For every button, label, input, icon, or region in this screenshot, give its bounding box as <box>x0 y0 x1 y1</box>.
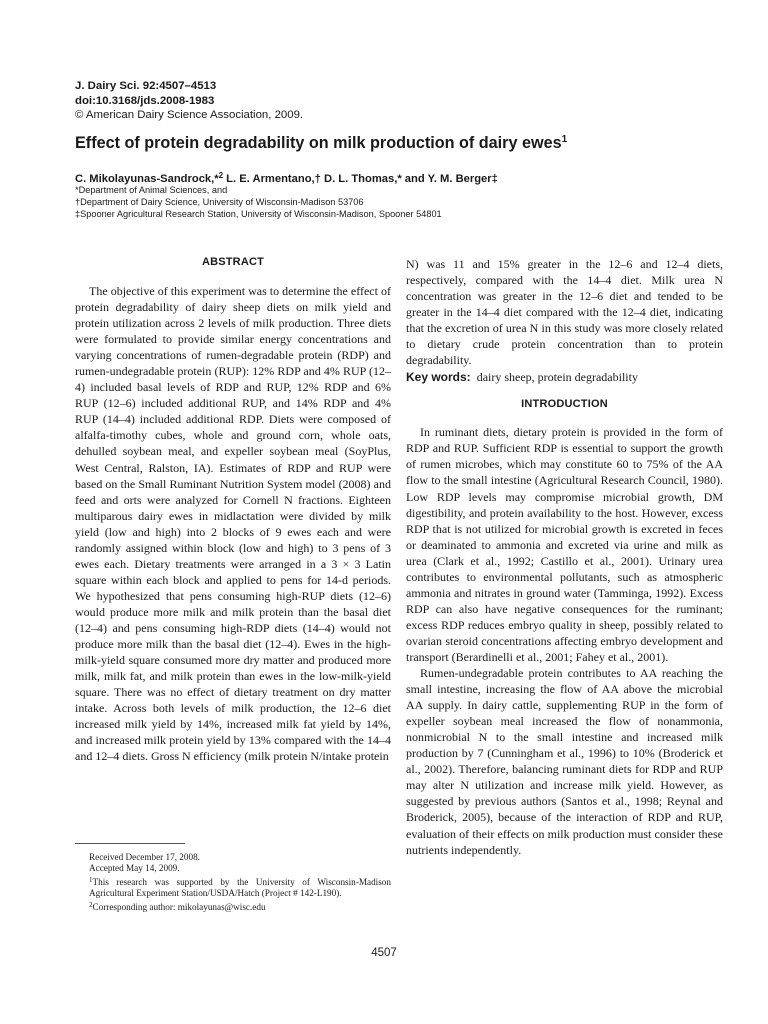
footnote-2-text: Corresponding author: mikolayunas@wisc.edu <box>92 901 266 912</box>
author-others: L. E. Armentano,† D. L. Thomas,* and Y. M. Berger‡ <box>223 173 498 185</box>
journal-citation: J. Dairy Sci. 92:4507–4513 <box>75 80 217 92</box>
title-footnote-mark: 1 <box>561 134 568 145</box>
abstract-text-right: N) was 11 and 15% greater in the 12–6 and 12–4 diets, respectively, compared with the 14–4 diet. Milk urea N concentration was greater in the 12–6 diet and tended to be greater in the 14–4 diet compared with the 12–4 diet, indicating that the excretion of urea N in this study was more closely related to dietary crude protein concentration than to protein degradability. <box>406 257 723 368</box>
footnote-accepted: Accepted May 14, 2009. <box>89 863 180 874</box>
author-footnote-mark: 2 <box>218 171 224 180</box>
footnote-2 <box>75 900 391 913</box>
affiliation-3: ‡Spooner Agricultural Research Station, University of Wisconsin-Madison, Spooner 54801 <box>75 209 442 220</box>
footnote-1-text: This research was supported by the University of Wisconsin-Madison Agricultural Experiment Station/USDA/Hatch (Project # 142-L190). <box>89 876 391 899</box>
keywords-text: dairy sheep, protein degradability <box>476 370 638 385</box>
paper-title-text: Effect of protein degradability on milk production of dairy ewes <box>75 134 562 152</box>
footnote-1 <box>75 875 391 900</box>
footnote-2-mark: 2 <box>89 900 93 909</box>
page-number: 4507 <box>371 947 397 959</box>
abstract-text-left: The objective of this experiment was to determine the effect of protein degradability of dairy sheep diets on milk yield and protein utilization across 2 levels of milk production. Three diets were formulated to provide similar energy concentrations and varying concentrations of rumen-degradable protein (RDP) and rumen-undegradable protein (RUP): 12% RDP and 4% RUP (12–4) included basal levels of RDP and RUP, 12% RDP and 6% RUP (12–6) included additional RUP, and 14% RDP and 4% RUP (14–4) included additional RDP. Diets were composed of alfalfa-timothy cubes, whole and ground corn, whole oats, dehulled soybean meal, and expeller soybean meal (SoyPlus, West Central, Ralston, IA). Estimates of RDP and RUP were based on the Small Ruminant Nutrition System model (2008) and feed and orts were analyzed for Cornell N fractions. Eighteen multiparous dairy ewes in midlactation were divided by milk yield (low and high) into 2 blocks of 9 ewes each and were randomly assigned within block (low and high) to 3 pens of 3 ewes each. Dietary treatments were arranged in a 3 × 3 Latin square within each block and applied to pens for 14-d periods. We hypothesized that pens consuming high-RUP diets (12–6) would produce more milk and milk protein than the basal diet (12–4) and pens consuming high-RDP diets (14–4) would not produce more milk than the basal diet (12–4). Ewes in the high-milk-yield square consumed more dry matter and produced more milk, milk fat, and milk protein than ewes in the low-milk-yield square. There was no effect of dietary treatment on dry matter intake. Across both levels of milk production, the 12–6 diet increased milk yield by 14%, increased milk fat yield by 14%, and increased milk protein yield by 13% compared with the 14–4 and 12–4 diets. Gross N efficiency (milk protein N/intake protein <box>75 284 391 764</box>
footnote-divider <box>75 843 185 844</box>
journal-doi: doi:10.3168/jds.2008-1983 <box>75 94 215 107</box>
left-column <box>75 256 391 764</box>
journal-header <box>75 79 303 123</box>
footnotes <box>75 852 391 913</box>
abstract-heading: ABSTRACT <box>201 256 265 268</box>
introduction-paragraph-2: Rumen-undegradable protein contributes to AA reaching the small intestine, increasing the flow of AA above the microbial AA supply. In dairy cattle, supplementing RUP in the form of expeller soybean meal increased the flow of nonammonia, nonmicrobial N to the small intestine and increased milk production by 7 (Cunningham et al., 1996) to 10% (Broderick et al., 2002). Therefore, balancing ruminant diets for RDP and RUP may alter N utilization and increase milk yield. However, as suggested by previous authors (Santos et al., 1998; Reynal and Broderick, 2005), because of the interaction of RDP and RUP, evaluation of their effects on milk production must consider these nutrients independently. <box>406 666 723 857</box>
paper-title <box>75 134 715 153</box>
affiliations <box>75 184 442 221</box>
footnote-1-mark: 1 <box>89 875 93 884</box>
introduction-heading: INTRODUCTION <box>521 398 608 411</box>
introduction-paragraph-1: In ruminant diets, dietary protein is provided in the form of RDP and RUP. Sufficient RDP is essential to support the growth of rumen microbes, which may constitute 60 to 75% of the AA flow to the small intestine (Agricultural Research Council, 1980). Low RDP levels may compromise microbial growth, DM digestibility, and protein availability to the host. However, excess RDP that is not utilized for microbial growth is excreted in feces or deaminated to ammonia and excreted via urine and milk as urea (Clark et al., 1992; Castillo et al., 2001). Urinary urea contributes to environmental pollutants, such as atmospheric ammonia and nitrates in ground water (Tamminga, 1992). Excess RDP can also have negative consequences for the ruminant; excess RDP reduces embryo quality in sheep, possibly related to ovarian steroid concentrations affecting embryo development and transport (Berardinelli et al., 2001; Fahey et al., 2001). <box>406 425 723 664</box>
author-list <box>75 171 498 185</box>
author-first: C. Mikolayunas-Sandrock,* <box>75 173 219 185</box>
right-column <box>406 256 723 858</box>
footnote-received: Received December 17, 2008. <box>89 852 200 862</box>
affiliation-1: *Department of Animal Sciences, and <box>75 185 228 195</box>
journal-copyright: © American Dairy Science Association, 2009. <box>75 109 304 122</box>
keywords-line <box>406 369 723 385</box>
keywords-label: Key words: <box>406 370 471 385</box>
affiliation-2: †Department of Dairy Science, University of Wisconsin-Madison 53706 <box>75 197 364 208</box>
